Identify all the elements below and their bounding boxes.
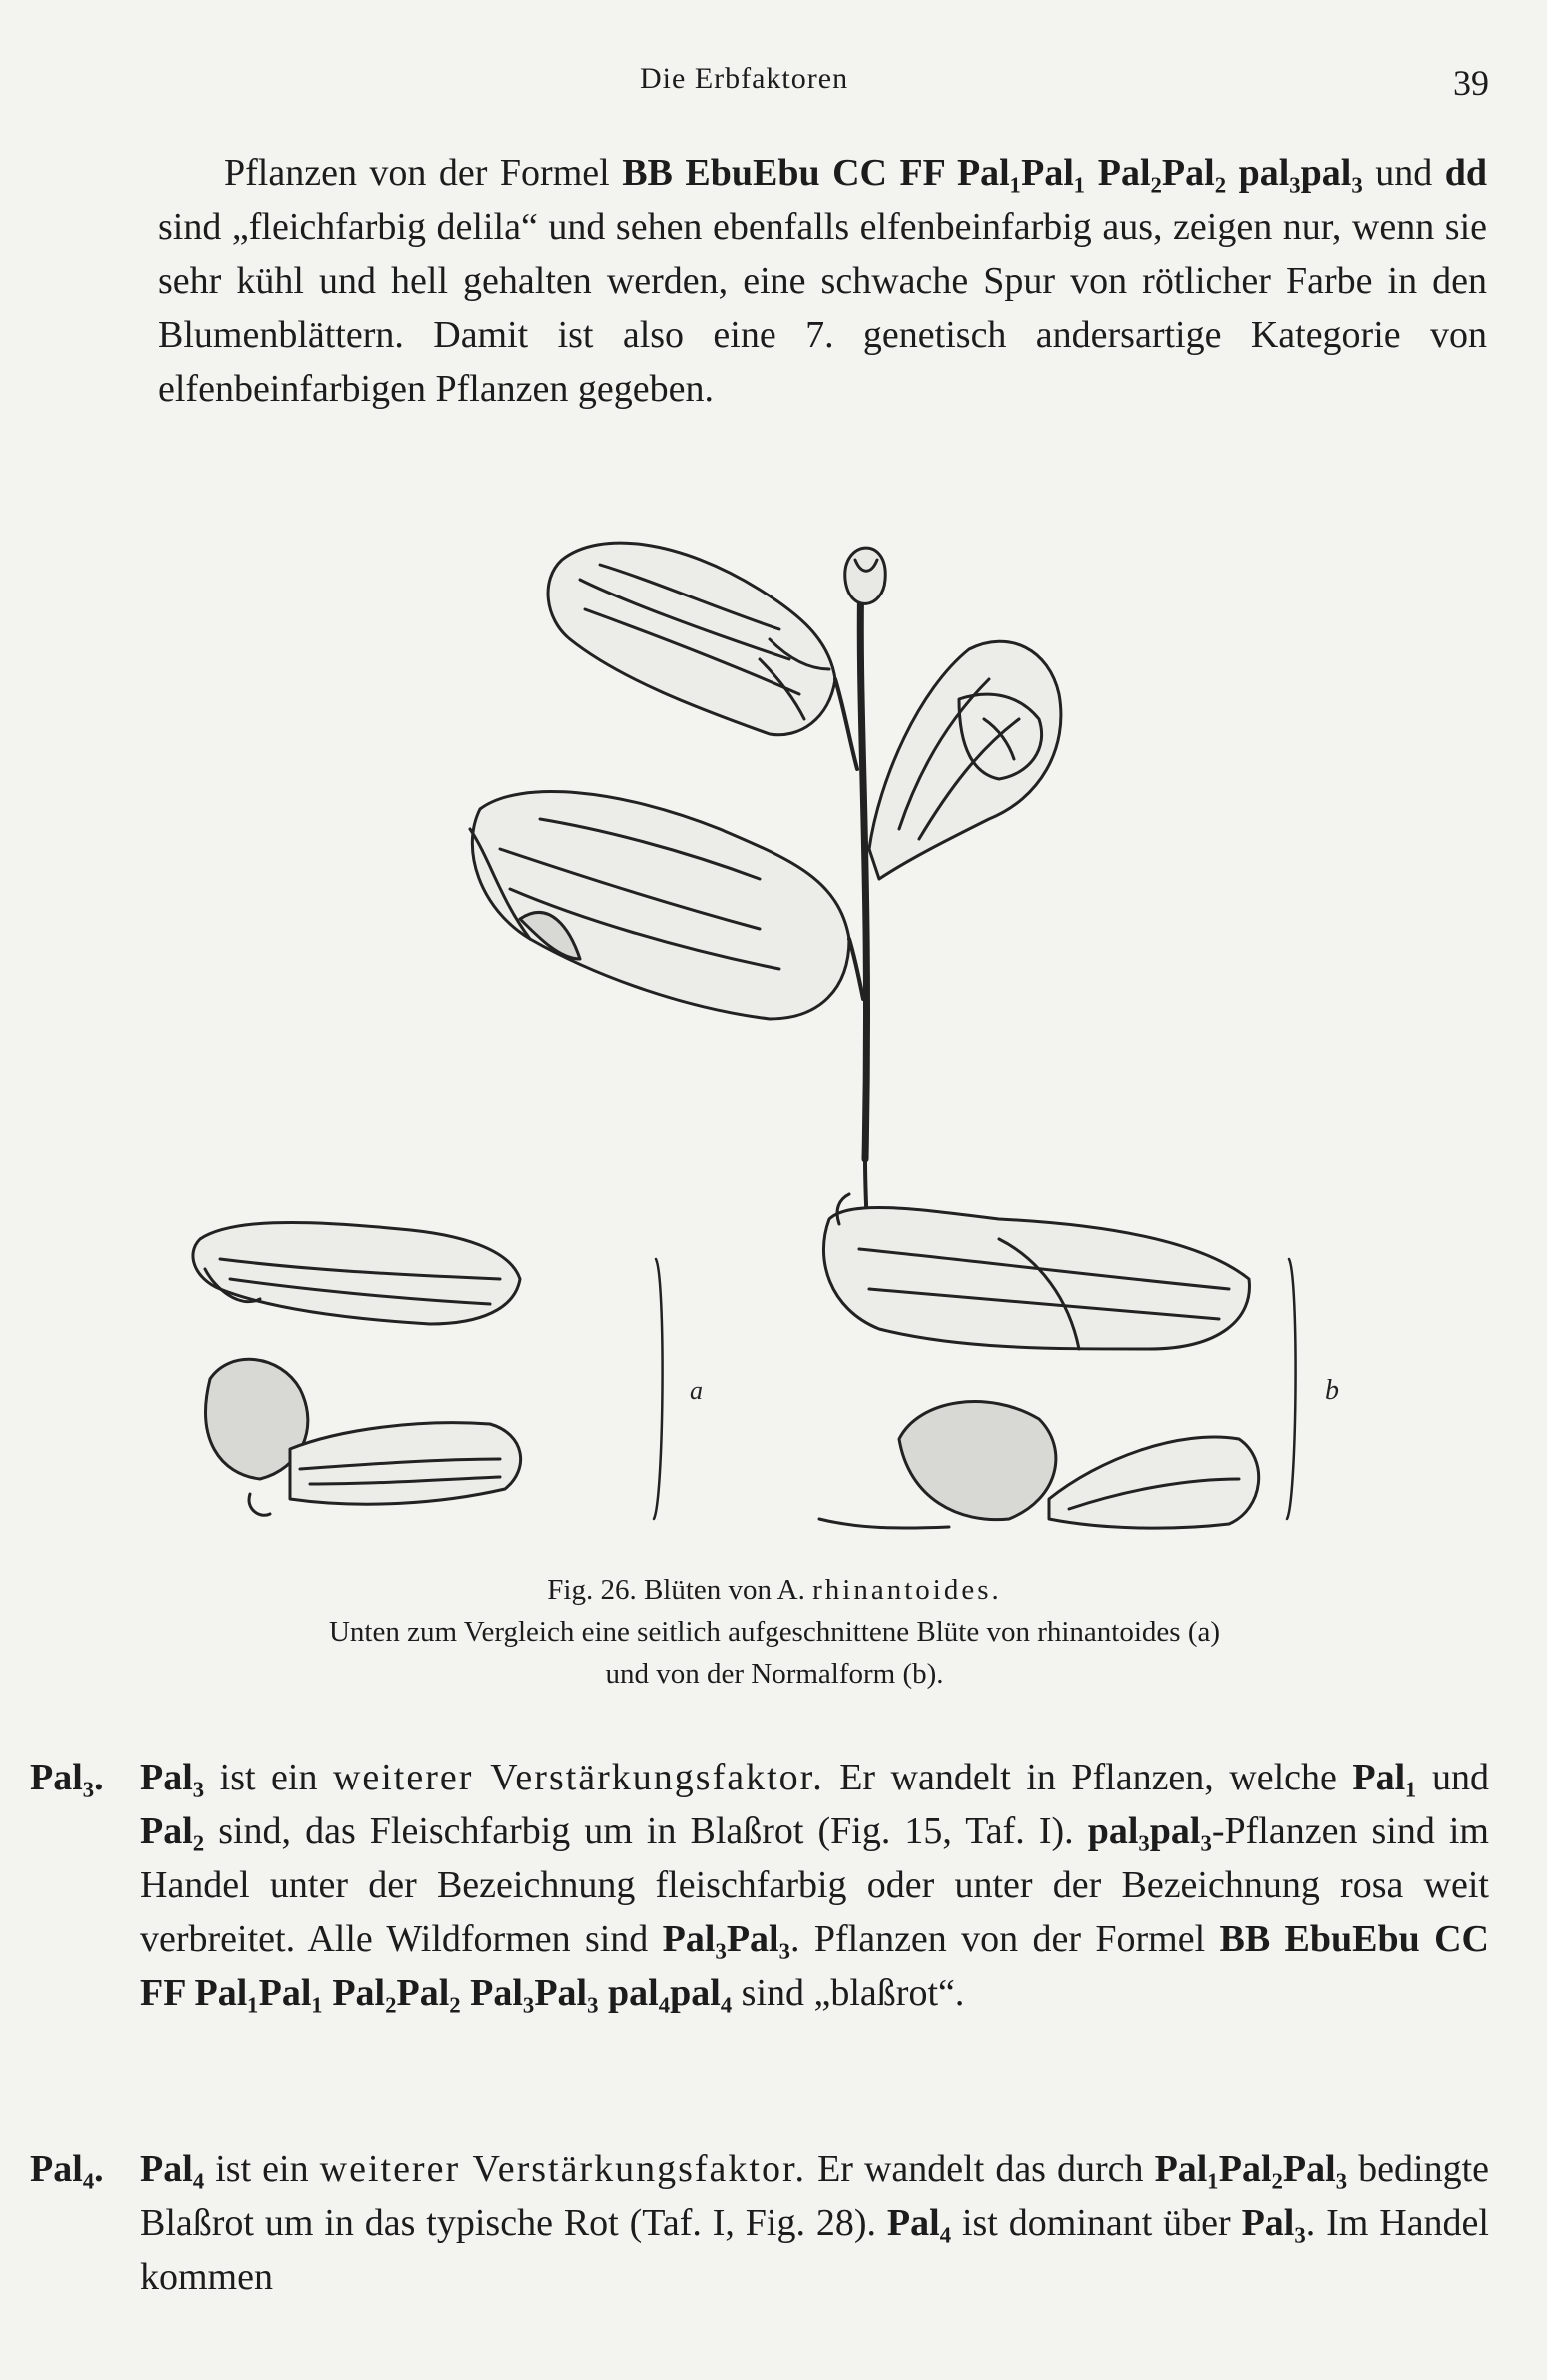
genetic-formula: Pal₃	[140, 1757, 205, 1798]
text-run: . Im Handel kommen	[140, 2202, 1489, 2298]
text-run: sind „blaßrot“.	[732, 1972, 965, 2014]
flower-middle-left	[470, 792, 863, 1019]
figure-caption	[80, 1569, 1469, 1695]
genetic-formula: Pal₁Pal₂Pal₃	[1154, 2148, 1348, 2190]
entry-body	[140, 1751, 1489, 2020]
genetic-formula: Pal₄	[886, 2202, 952, 2244]
figure-26	[0, 520, 1547, 1539]
text-run: ist ein	[204, 1757, 333, 1798]
text-run: . Pflanzen von der Formel	[790, 1918, 1220, 1960]
running-head	[0, 62, 1547, 112]
flower-illustration	[0, 520, 1547, 1539]
intro-text	[158, 146, 1487, 416]
entry-pal4	[30, 2142, 1489, 2304]
text-run: -Pflanzen sind im Handel unter der Bezeichnung fleischfarbig oder unter der Bezeichnung rosa weit verbreitet. Alle Wildformen sind	[140, 1810, 1489, 1960]
genetic-formula: Pal₂	[140, 1810, 205, 1852]
text-run: und	[1362, 152, 1445, 194]
genetic-formula: BB EbuEbu CC FF Pal₁Pal₁ Pal₂Pal₂ Pal₃Pal₃ pal₄pal₄	[140, 1918, 1490, 2014]
flower-top-left	[548, 543, 857, 769]
caption-title-text: Blüten von A.	[643, 1574, 813, 1606]
genetic-formula: BB EbuEbu CC FF Pal₁Pal₁ Pal₂Pal₂ pal₃pal₃	[622, 152, 1363, 194]
text-run: ist dominant über	[951, 2202, 1242, 2244]
normal-flower-b-upper	[823, 1194, 1249, 1349]
caption-line-3: und von der Normalform (b).	[605, 1658, 944, 1690]
genetic-formula: dd	[1444, 152, 1488, 194]
emphasized-text: weiterer Verstärkungsfaktor.	[332, 1757, 824, 1798]
cut-flower-a-lower	[206, 1359, 521, 1515]
caption-fig-number: Fig. 26.	[547, 1574, 637, 1606]
genetic-formula: Pal₃Pal₃	[662, 1918, 790, 1960]
text-run: Er wandelt in Pflanzen, welche	[823, 1757, 1353, 1798]
normal-flower-b-lower	[819, 1402, 1259, 1529]
text-run: Pflanzen von der Formel	[224, 152, 623, 194]
chapter-title: Die Erbfaktoren	[640, 62, 849, 95]
text-run: und	[1416, 1757, 1490, 1798]
text-run: sind, das Fleischfarbig um in Blaßrot (Fig. 15, Taf. I).	[204, 1810, 1088, 1852]
caption-line-2: Unten zum Vergleich eine seitlich aufgeschnittene Blüte von rhinantoides (a)	[328, 1616, 1221, 1648]
entry-label: Pal₄.	[30, 2148, 104, 2190]
genetic-formula: Pal₁	[1352, 1757, 1417, 1798]
page-number: 39	[1453, 63, 1489, 103]
flower-top-right	[869, 641, 1061, 879]
caption-species: rhinantoides.	[812, 1574, 1002, 1606]
emphasized-text: weiterer Verstärkungsfaktor.	[319, 2148, 807, 2190]
text-run: ist ein	[204, 2148, 320, 2190]
genetic-formula: Pal₄	[140, 2148, 205, 2190]
text-run: Er wandelt das durch	[806, 2148, 1155, 2190]
genetic-formula: pal₃pal₃	[1087, 1810, 1212, 1852]
text-run: sind „fleichfarbig delila“ und sehen ebenfalls elfenbeinfarbig aus, zeigen nur, wenn sie sehr kühl und hell gehalten werden, eine schwache Spur von rötlicher Farbe in den Blumenblättern. Damit ist also eine 7. genetisch andersartige Kategorie von elfenbeinfarbigen Pflanzen gegeben.	[158, 206, 1487, 410]
entry-body	[140, 2142, 1489, 2304]
entry-pal3	[30, 1751, 1489, 2020]
label-b: b	[1325, 1375, 1339, 1406]
label-a: a	[690, 1376, 703, 1405]
genetic-formula: Pal₃	[1241, 2202, 1306, 2244]
caption-title	[80, 1569, 1469, 1611]
cut-flower-a-upper	[193, 1222, 520, 1324]
intro-paragraph	[158, 146, 1487, 416]
entry-label: Pal₃.	[30, 1757, 104, 1798]
text-run: bedingte Blaßrot um in das typische Rot (Taf. I, Fig. 28).	[140, 2148, 1489, 2244]
